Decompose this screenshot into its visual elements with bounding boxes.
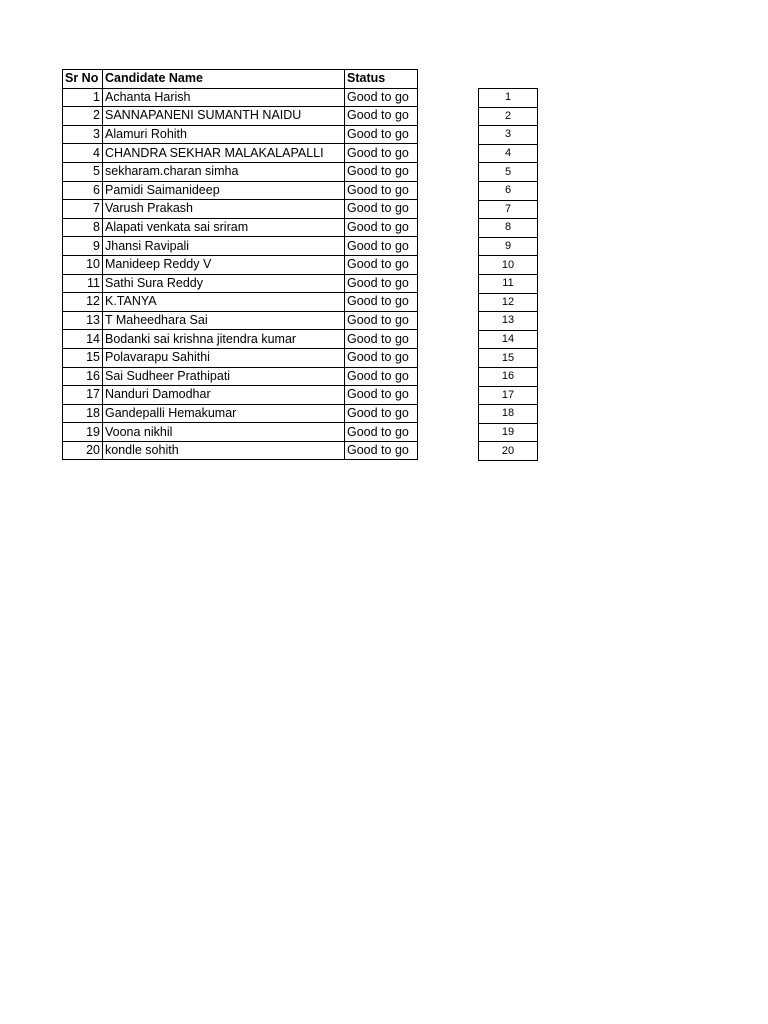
cell-status: Good to go bbox=[345, 293, 418, 312]
side-number-cell: 8 bbox=[479, 219, 538, 238]
table-row bbox=[63, 423, 418, 442]
side-number-cell: 15 bbox=[479, 349, 538, 368]
cell-candidate-name: Sathi Sura Reddy bbox=[103, 274, 345, 293]
side-number-cell: 4 bbox=[479, 144, 538, 163]
cell-sr-no: 19 bbox=[63, 423, 103, 442]
side-row bbox=[479, 237, 538, 256]
side-number-cell: 7 bbox=[479, 200, 538, 219]
cell-status: Good to go bbox=[345, 237, 418, 256]
cell-sr-no: 12 bbox=[63, 293, 103, 312]
table-row bbox=[63, 293, 418, 312]
side-number-cell: 9 bbox=[479, 237, 538, 256]
side-number-cell: 12 bbox=[479, 293, 538, 312]
cell-candidate-name: T Maheedhara Sai bbox=[103, 311, 345, 330]
table-row bbox=[63, 311, 418, 330]
cell-sr-no: 10 bbox=[63, 255, 103, 274]
cell-candidate-name: SANNAPANENI SUMANTH NAIDU bbox=[103, 107, 345, 126]
side-number-cell: 5 bbox=[479, 163, 538, 182]
cell-candidate-name: Manideep Reddy V bbox=[103, 255, 345, 274]
table-row bbox=[63, 386, 418, 405]
cell-candidate-name: Sai Sudheer Prathipati bbox=[103, 367, 345, 386]
side-row bbox=[479, 349, 538, 368]
cell-status: Good to go bbox=[345, 367, 418, 386]
cell-sr-no: 16 bbox=[63, 367, 103, 386]
side-row bbox=[479, 405, 538, 424]
cell-sr-no: 18 bbox=[63, 404, 103, 423]
side-row bbox=[479, 144, 538, 163]
header-candidate-name: Candidate Name bbox=[103, 70, 345, 89]
cell-status: Good to go bbox=[345, 144, 418, 163]
cell-sr-no: 17 bbox=[63, 386, 103, 405]
cell-sr-no: 3 bbox=[63, 125, 103, 144]
cell-status: Good to go bbox=[345, 125, 418, 144]
side-row bbox=[479, 312, 538, 331]
table-row bbox=[63, 404, 418, 423]
side-number-cell: 2 bbox=[479, 107, 538, 126]
side-row bbox=[479, 386, 538, 405]
candidate-table bbox=[62, 69, 418, 460]
cell-status: Good to go bbox=[345, 404, 418, 423]
table-row bbox=[63, 181, 418, 200]
cell-candidate-name: kondle sohith bbox=[103, 441, 345, 460]
cell-sr-no: 20 bbox=[63, 441, 103, 460]
side-number-cell: 14 bbox=[479, 330, 538, 349]
table-row bbox=[63, 330, 418, 349]
side-row bbox=[479, 126, 538, 145]
side-number-cell: 3 bbox=[479, 126, 538, 145]
cell-candidate-name: Nanduri Damodhar bbox=[103, 386, 345, 405]
cell-candidate-name: sekharam.charan simha bbox=[103, 162, 345, 181]
side-number-cell: 11 bbox=[479, 274, 538, 293]
table-row bbox=[63, 237, 418, 256]
side-row bbox=[479, 330, 538, 349]
cell-sr-no: 13 bbox=[63, 311, 103, 330]
cell-status: Good to go bbox=[345, 386, 418, 405]
side-number-cell: 13 bbox=[479, 312, 538, 331]
side-row bbox=[479, 367, 538, 386]
cell-status: Good to go bbox=[345, 441, 418, 460]
cell-status: Good to go bbox=[345, 88, 418, 107]
cell-sr-no: 6 bbox=[63, 181, 103, 200]
side-number-cell: 19 bbox=[479, 423, 538, 442]
cell-sr-no: 4 bbox=[63, 144, 103, 163]
side-row bbox=[479, 256, 538, 275]
cell-status: Good to go bbox=[345, 218, 418, 237]
cell-status: Good to go bbox=[345, 423, 418, 442]
side-row bbox=[479, 219, 538, 238]
side-row bbox=[479, 293, 538, 312]
cell-candidate-name: CHANDRA SEKHAR MALAKALAPALLI bbox=[103, 144, 345, 163]
cell-status: Good to go bbox=[345, 274, 418, 293]
header-status: Status bbox=[345, 70, 418, 89]
table-row bbox=[63, 274, 418, 293]
side-row bbox=[479, 442, 538, 461]
header-sr-no: Sr No bbox=[63, 70, 103, 89]
cell-candidate-name: Pamidi Saimanideep bbox=[103, 181, 345, 200]
side-number-cell: 20 bbox=[479, 442, 538, 461]
side-row bbox=[479, 274, 538, 293]
cell-candidate-name: Bodanki sai krishna jitendra kumar bbox=[103, 330, 345, 349]
table-row bbox=[63, 88, 418, 107]
table-row bbox=[63, 367, 418, 386]
cell-sr-no: 1 bbox=[63, 88, 103, 107]
side-row bbox=[479, 200, 538, 219]
side-number-cell: 10 bbox=[479, 256, 538, 275]
cell-status: Good to go bbox=[345, 330, 418, 349]
cell-candidate-name: K.TANYA bbox=[103, 293, 345, 312]
table-row bbox=[63, 107, 418, 126]
table-row bbox=[63, 348, 418, 367]
cell-candidate-name: Varush Prakash bbox=[103, 200, 345, 219]
cell-sr-no: 11 bbox=[63, 274, 103, 293]
table-row bbox=[63, 441, 418, 460]
side-row bbox=[479, 181, 538, 200]
side-number-cell: 17 bbox=[479, 386, 538, 405]
side-row bbox=[479, 107, 538, 126]
side-number-table bbox=[478, 88, 538, 461]
cell-sr-no: 15 bbox=[63, 348, 103, 367]
cell-sr-no: 7 bbox=[63, 200, 103, 219]
cell-sr-no: 9 bbox=[63, 237, 103, 256]
side-row bbox=[479, 163, 538, 182]
table-row bbox=[63, 144, 418, 163]
cell-candidate-name: Polavarapu Sahithi bbox=[103, 348, 345, 367]
cell-status: Good to go bbox=[345, 107, 418, 126]
cell-sr-no: 5 bbox=[63, 162, 103, 181]
table-row bbox=[63, 255, 418, 274]
cell-status: Good to go bbox=[345, 311, 418, 330]
side-number-cell: 6 bbox=[479, 181, 538, 200]
cell-sr-no: 8 bbox=[63, 218, 103, 237]
cell-status: Good to go bbox=[345, 348, 418, 367]
cell-candidate-name: Jhansi Ravipali bbox=[103, 237, 345, 256]
side-number-cell: 16 bbox=[479, 367, 538, 386]
table-row bbox=[63, 200, 418, 219]
table-row bbox=[63, 162, 418, 181]
side-row bbox=[479, 89, 538, 108]
cell-candidate-name: Achanta Harish bbox=[103, 88, 345, 107]
side-row bbox=[479, 423, 538, 442]
cell-candidate-name: Gandepalli Hemakumar bbox=[103, 404, 345, 423]
cell-status: Good to go bbox=[345, 181, 418, 200]
cell-status: Good to go bbox=[345, 162, 418, 181]
side-number-cell: 1 bbox=[479, 89, 538, 108]
cell-status: Good to go bbox=[345, 200, 418, 219]
header-row bbox=[63, 70, 418, 89]
cell-sr-no: 14 bbox=[63, 330, 103, 349]
cell-candidate-name: Alapati venkata sai sriram bbox=[103, 218, 345, 237]
cell-sr-no: 2 bbox=[63, 107, 103, 126]
cell-candidate-name: Voona nikhil bbox=[103, 423, 345, 442]
table-row bbox=[63, 125, 418, 144]
cell-candidate-name: Alamuri Rohith bbox=[103, 125, 345, 144]
side-number-cell: 18 bbox=[479, 405, 538, 424]
table-row bbox=[63, 218, 418, 237]
cell-status: Good to go bbox=[345, 255, 418, 274]
